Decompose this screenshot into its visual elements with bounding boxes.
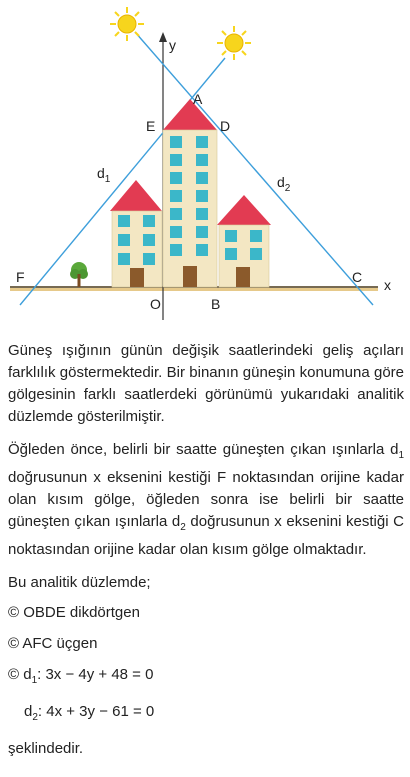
paragraph-intro: Güneş ışığının günün değişik saatlerindeki geliş açıları farklılık göstermektedir. Bir binanın güneşin konumuna göre gölgesinin farklı saatlerdeki görünümü yukarıdaki analitik düzlemde gösterilmiştir. xyxy=(8,342,404,425)
label-point-d: D xyxy=(220,118,231,134)
statement-rectangle: © OBDE dikdörtgen xyxy=(8,604,140,621)
window xyxy=(170,172,182,184)
label-point-b: B xyxy=(211,296,221,312)
window xyxy=(196,136,208,148)
label-point-a: A xyxy=(193,91,203,107)
window xyxy=(196,190,208,202)
window xyxy=(196,172,208,184)
label-x-axis: x xyxy=(384,277,391,293)
label-point-c: C xyxy=(352,269,363,285)
paragraph-lead: Bu analitik düzlemde; xyxy=(8,574,151,591)
statement-d2-equation: $d_2$: 4x + 3y − 61 = 0 xyxy=(24,703,155,723)
label-point-e: E xyxy=(146,118,156,134)
sun-icon xyxy=(217,26,251,60)
y-axis-arrow-icon xyxy=(159,32,167,42)
window xyxy=(196,208,208,220)
left-building xyxy=(110,180,162,287)
statement-d1-equation: © $d_1$: 3x − 4y + 48 = 0 xyxy=(8,666,154,686)
window xyxy=(170,226,182,238)
label-line-d2: $d_2$ xyxy=(277,174,291,194)
window xyxy=(196,244,208,256)
label-point-f: F xyxy=(16,269,25,285)
tall-building xyxy=(163,99,217,287)
label-line-d1: $d_1$ xyxy=(97,165,111,185)
window xyxy=(170,136,182,148)
label-y-axis: y xyxy=(169,37,176,53)
paragraph-shadow: Öğleden önce, belirli bir saatte güneşten çıkan ışınlarla $d_1$ doğrusunun x eksenini kestiği F noktasından orijine kadar olan kısım gölge, öğleden sonra ise belirli bir saatte güneşten çıkan ışınlarla $d_2$ doğrusunun x eksenini kestiği C noktasından orijine kadar olan kısım gölge olmaktadır. xyxy=(8,441,404,558)
window xyxy=(170,190,182,202)
sun-icon xyxy=(110,7,144,41)
right-building xyxy=(217,195,271,287)
tree-icon xyxy=(70,262,88,287)
window xyxy=(196,154,208,166)
analytic-plane-figure xyxy=(0,0,410,322)
window xyxy=(170,154,182,166)
statement-triangle: © AFC üçgen xyxy=(8,635,98,652)
problem-text xyxy=(8,340,404,769)
label-point-o: O xyxy=(150,296,161,312)
statement-closing: şeklindedir. xyxy=(8,740,84,757)
window xyxy=(196,226,208,238)
window xyxy=(170,208,182,220)
window xyxy=(170,244,182,256)
